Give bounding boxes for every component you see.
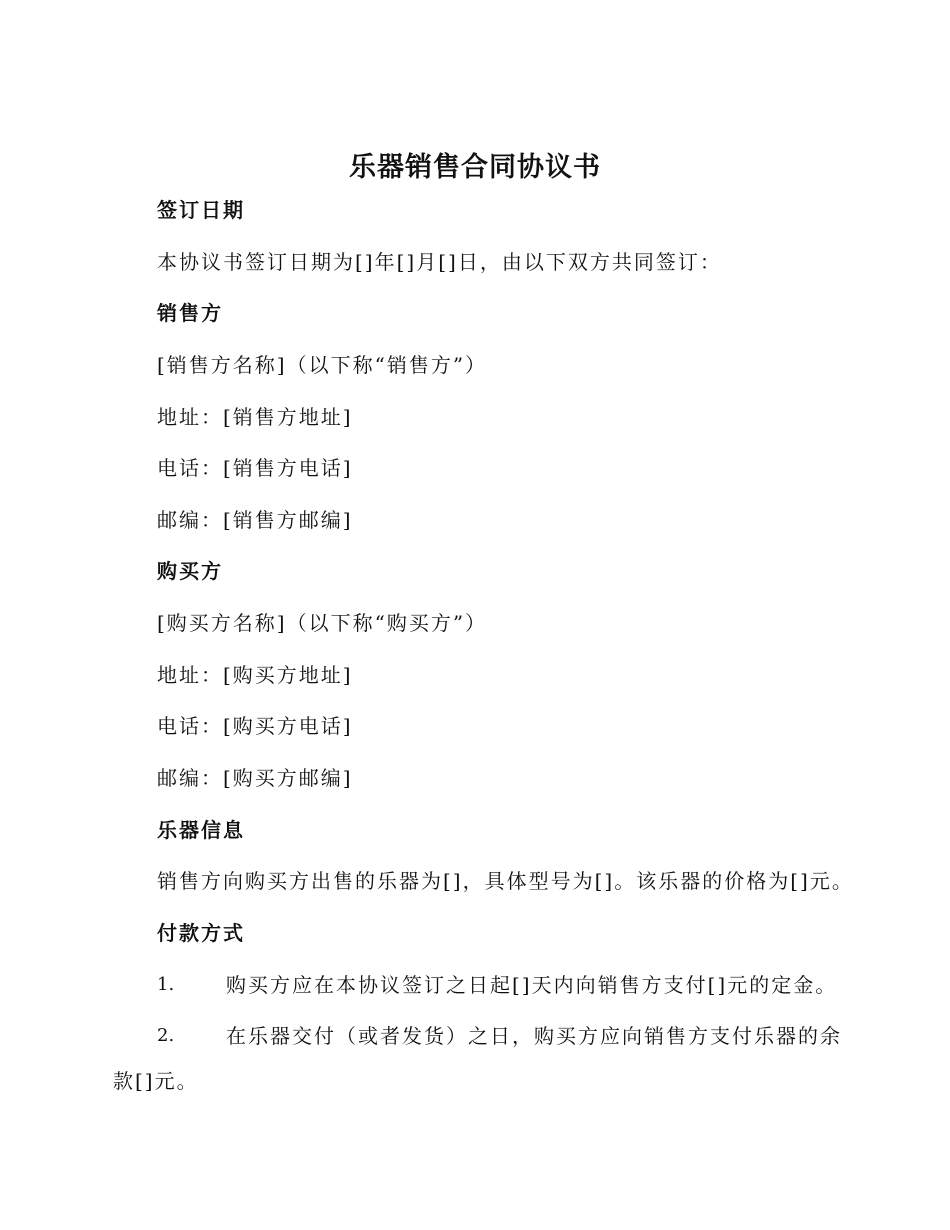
buyer-heading: 购买方 <box>157 559 223 583</box>
seller-postcode: 邮编：[销售方邮编] <box>157 508 353 532</box>
instrument-text: 销售方向购买方出售的乐器为[]，具体型号为[]。该乐器的价格为[]元。 <box>157 869 854 893</box>
payment-item-text: 购买方应在本协议签订之日起[]天内向销售方支付[]元的定金。 <box>226 973 838 997</box>
payment-heading: 付款方式 <box>157 921 245 945</box>
sign-date-heading: 签订日期 <box>157 198 245 222</box>
instrument-heading: 乐器信息 <box>157 818 245 842</box>
payment-item-number: 1. <box>157 974 175 995</box>
payment-item-text: 在乐器交付（或者发货）之日，购买方应向销售方支付乐器的余 <box>226 1024 842 1048</box>
payment-item-number: 2. <box>157 1025 175 1046</box>
seller-phone: 电话：[销售方电话] <box>157 456 353 480</box>
buyer-postcode: 邮编：[购买方邮编] <box>157 766 353 790</box>
seller-address: 地址：[销售方地址] <box>157 405 353 429</box>
sign-date-text: 本协议书签订日期为[]年[]月[]日，由以下双方共同签订： <box>157 250 722 274</box>
buyer-phone: 电话：[购买方电话] <box>157 714 353 738</box>
document-title: 乐器销售合同协议书 <box>349 152 601 183</box>
seller-heading: 销售方 <box>157 301 223 325</box>
payment-item-continuation: 款[]元。 <box>113 1069 199 1093</box>
buyer-address: 地址：[购买方地址] <box>157 663 353 687</box>
seller-name: [销售方名称]（以下称“销售方”） <box>157 353 488 377</box>
buyer-name: [购买方名称]（以下称“购买方”） <box>157 611 488 635</box>
